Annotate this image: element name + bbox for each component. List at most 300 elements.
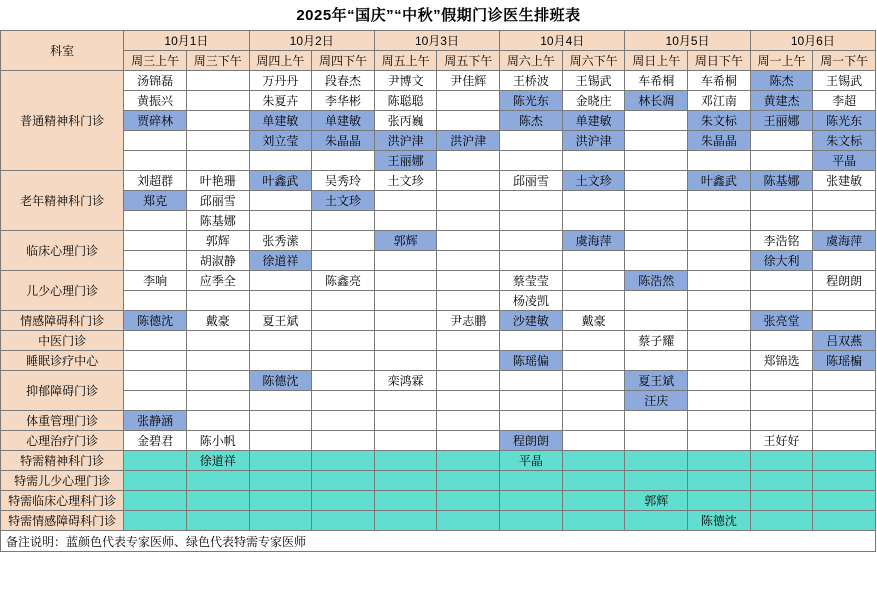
schedule-cell: 应季全 <box>186 271 249 291</box>
schedule-cell <box>625 211 688 231</box>
schedule-cell <box>500 491 563 511</box>
schedule-cell <box>625 111 688 131</box>
schedule-cell <box>249 411 312 431</box>
schedule-cell <box>813 511 876 531</box>
schedule-cell <box>437 291 500 311</box>
schedule-cell <box>249 451 312 471</box>
header-session-row <box>1 51 876 71</box>
schedule-cell <box>500 211 563 231</box>
schedule-cell: 张秀潆 <box>249 231 312 251</box>
schedule-cell <box>437 91 500 111</box>
schedule-cell <box>500 371 563 391</box>
header-session-4: 周五上午 <box>374 51 437 71</box>
dept-name-cell: 特需情感障碍科门诊 <box>1 511 124 531</box>
schedule-cell: 陈光东 <box>813 111 876 131</box>
table-row <box>1 91 876 111</box>
schedule-cell <box>312 211 375 231</box>
header-date-2: 10月3日 <box>374 31 499 51</box>
note-text: 备注说明：蓝颜色代表专家医师、绿色代表特需专家医师 <box>1 531 876 552</box>
schedule-cell <box>249 291 312 311</box>
schedule-cell: 平晶 <box>813 151 876 171</box>
schedule-cell <box>562 471 625 491</box>
schedule-cell: 王锡武 <box>562 71 625 91</box>
schedule-cell <box>625 251 688 271</box>
schedule-cell <box>625 471 688 491</box>
table-row <box>1 491 876 511</box>
schedule-cell: 陈德沈 <box>249 371 312 391</box>
header-session-5: 周五下午 <box>437 51 500 71</box>
schedule-cell: 张静涵 <box>124 411 187 431</box>
schedule-cell: 单建敏 <box>312 111 375 131</box>
schedule-cell <box>688 431 751 451</box>
schedule-cell: 王好好 <box>750 431 813 451</box>
dept-name-cell: 睡眠诊疗中心 <box>1 351 124 371</box>
schedule-cell <box>750 331 813 351</box>
schedule-cell <box>625 311 688 331</box>
schedule-cell <box>813 491 876 511</box>
schedule-cell <box>249 351 312 371</box>
schedule-cell <box>562 351 625 371</box>
table-row <box>1 271 876 291</box>
schedule-cell: 陈杰 <box>750 71 813 91</box>
schedule-cell <box>813 291 876 311</box>
schedule-cell: 陈浩然 <box>625 271 688 291</box>
schedule-cell: 段春杰 <box>312 71 375 91</box>
schedule-cell <box>437 151 500 171</box>
dept-name-cell: 中医门诊 <box>1 331 124 351</box>
header-date-3: 10月4日 <box>500 31 625 51</box>
schedule-cell: 刘超群 <box>124 171 187 191</box>
schedule-cell <box>312 371 375 391</box>
schedule-cell: 陈光东 <box>500 91 563 111</box>
schedule-cell: 陈鑫亮 <box>312 271 375 291</box>
schedule-cell: 朱夏卉 <box>249 91 312 111</box>
schedule-cell <box>625 191 688 211</box>
schedule-cell <box>750 151 813 171</box>
table-row <box>1 171 876 191</box>
schedule-cell <box>312 391 375 411</box>
schedule-cell <box>124 331 187 351</box>
schedule-cell: 吕双燕 <box>813 331 876 351</box>
schedule-cell: 李响 <box>124 271 187 291</box>
schedule-cell <box>562 211 625 231</box>
schedule-cell: 陈德沈 <box>124 311 187 331</box>
schedule-cell <box>374 291 437 311</box>
table-row <box>1 111 876 131</box>
schedule-cell <box>688 331 751 351</box>
table-row <box>1 431 876 451</box>
schedule-cell <box>312 291 375 311</box>
schedule-cell: 李华彬 <box>312 91 375 111</box>
schedule-cell <box>500 191 563 211</box>
schedule-cell: 王丽娜 <box>750 111 813 131</box>
schedule-cell: 土文珍 <box>312 191 375 211</box>
schedule-cell <box>562 251 625 271</box>
schedule-cell: 程朗朗 <box>500 431 563 451</box>
schedule-cell <box>249 191 312 211</box>
schedule-cell <box>249 271 312 291</box>
schedule-cell <box>249 211 312 231</box>
schedule-cell: 戴豪 <box>562 311 625 331</box>
schedule-cell: 邓江南 <box>688 91 751 111</box>
schedule-cell: 虞海萍 <box>813 231 876 251</box>
table-row <box>1 351 876 371</box>
schedule-cell <box>249 511 312 531</box>
schedule-cell <box>750 271 813 291</box>
schedule-cell <box>688 251 751 271</box>
dept-name-cell: 体重管理门诊 <box>1 411 124 431</box>
schedule-cell <box>312 311 375 331</box>
schedule-cell <box>437 451 500 471</box>
schedule-cell <box>312 151 375 171</box>
schedule-cell <box>437 171 500 191</box>
schedule-cell: 沙建敏 <box>500 311 563 331</box>
schedule-cell <box>249 471 312 491</box>
dept-name-cell: 临床心理门诊 <box>1 231 124 271</box>
schedule-cell: 邱丽雪 <box>186 191 249 211</box>
schedule-cell <box>625 131 688 151</box>
schedule-cell <box>249 151 312 171</box>
header-session-0: 周三上午 <box>124 51 187 71</box>
schedule-cell <box>750 291 813 311</box>
schedule-cell <box>562 291 625 311</box>
schedule-cell <box>750 211 813 231</box>
schedule-cell <box>186 511 249 531</box>
header-date-0: 10月1日 <box>124 31 249 51</box>
schedule-cell <box>312 351 375 371</box>
table-row <box>1 391 876 411</box>
schedule-cell <box>124 511 187 531</box>
schedule-cell <box>500 391 563 411</box>
note-row <box>1 531 876 552</box>
schedule-cell <box>625 291 688 311</box>
schedule-cell <box>500 251 563 271</box>
schedule-cell <box>312 411 375 431</box>
schedule-cell: 叶艳珊 <box>186 171 249 191</box>
schedule-cell <box>124 131 187 151</box>
schedule-cell <box>374 351 437 371</box>
schedule-cell <box>124 451 187 471</box>
table-row <box>1 131 876 151</box>
table-row <box>1 371 876 391</box>
schedule-cell <box>186 371 249 391</box>
dept-name-cell: 老年精神科门诊 <box>1 171 124 231</box>
schedule-cell: 黄建杰 <box>750 91 813 111</box>
schedule-cell <box>312 431 375 451</box>
table-row <box>1 191 876 211</box>
schedule-cell <box>312 451 375 471</box>
schedule-cell <box>437 331 500 351</box>
schedule-cell <box>186 151 249 171</box>
schedule-cell <box>312 251 375 271</box>
schedule-cell <box>625 511 688 531</box>
schedule-cell <box>437 211 500 231</box>
schedule-cell <box>500 411 563 431</box>
header-session-9: 周日下午 <box>688 51 751 71</box>
schedule-cell: 朱晶晶 <box>312 131 375 151</box>
schedule-cell: 戴豪 <box>186 311 249 331</box>
schedule-cell <box>124 491 187 511</box>
schedule-cell <box>625 231 688 251</box>
table-row <box>1 451 876 471</box>
schedule-cell <box>688 291 751 311</box>
schedule-cell <box>750 191 813 211</box>
schedule-cell <box>312 331 375 351</box>
schedule-cell <box>625 151 688 171</box>
schedule-cell <box>312 231 375 251</box>
schedule-cell <box>124 151 187 171</box>
table-row <box>1 151 876 171</box>
schedule-cell <box>500 331 563 351</box>
schedule-cell <box>437 471 500 491</box>
schedule-cell <box>813 471 876 491</box>
schedule-cell <box>562 411 625 431</box>
dept-name-cell: 特需儿少心理门诊 <box>1 471 124 491</box>
table-header <box>1 31 876 71</box>
table-footer <box>1 531 876 552</box>
schedule-cell: 蔡子耀 <box>625 331 688 351</box>
schedule-cell <box>186 471 249 491</box>
schedule-cell <box>562 371 625 391</box>
schedule-cell: 林长凋 <box>625 91 688 111</box>
schedule-cell: 张丙巍 <box>374 111 437 131</box>
schedule-cell: 夏王斌 <box>625 371 688 391</box>
schedule-cell <box>437 511 500 531</box>
schedule-cell <box>374 491 437 511</box>
schedule-cell: 汪庆 <box>625 391 688 411</box>
schedule-cell <box>688 471 751 491</box>
schedule-cell: 朱晶晶 <box>688 131 751 151</box>
schedule-cell <box>124 211 187 231</box>
schedule-cell <box>813 371 876 391</box>
schedule-cell <box>688 151 751 171</box>
schedule-cell <box>437 251 500 271</box>
schedule-cell <box>312 511 375 531</box>
table-row <box>1 511 876 531</box>
schedule-cell <box>312 471 375 491</box>
schedule-cell <box>437 271 500 291</box>
schedule-cell <box>249 431 312 451</box>
schedule-cell <box>688 271 751 291</box>
schedule-cell <box>750 491 813 511</box>
schedule-cell: 杨凌凯 <box>500 291 563 311</box>
schedule-cell <box>374 211 437 231</box>
header-session-3: 周四下午 <box>312 51 375 71</box>
schedule-cell <box>750 511 813 531</box>
schedule-cell <box>625 351 688 371</box>
header-session-2: 周四上午 <box>249 51 312 71</box>
schedule-cell <box>124 231 187 251</box>
table-row <box>1 231 876 251</box>
schedule-cell <box>437 351 500 371</box>
schedule-cell: 单建敏 <box>562 111 625 131</box>
header-session-11: 周一下午 <box>813 51 876 71</box>
schedule-cell: 金晓庄 <box>562 91 625 111</box>
schedule-cell <box>562 491 625 511</box>
table-row <box>1 311 876 331</box>
schedule-cell <box>688 391 751 411</box>
schedule-cell <box>186 131 249 151</box>
schedule-cell: 胡淑静 <box>186 251 249 271</box>
schedule-cell <box>249 331 312 351</box>
schedule-cell <box>750 131 813 151</box>
header-session-8: 周日上午 <box>625 51 688 71</box>
schedule-cell <box>374 251 437 271</box>
schedule-cell: 徐道祥 <box>249 251 312 271</box>
schedule-cell <box>186 391 249 411</box>
header-session-7: 周六下午 <box>562 51 625 71</box>
table-row <box>1 471 876 491</box>
schedule-cell <box>124 351 187 371</box>
schedule-cell: 洪沪津 <box>437 131 500 151</box>
schedule-cell <box>374 411 437 431</box>
schedule-cell: 王丽娜 <box>374 151 437 171</box>
schedule-cell: 车希桐 <box>688 71 751 91</box>
schedule-cell <box>374 471 437 491</box>
schedule-cell <box>500 471 563 491</box>
header-dept-label: 科室 <box>1 31 124 71</box>
schedule-cell <box>562 271 625 291</box>
schedule-cell <box>625 171 688 191</box>
schedule-cell <box>437 411 500 431</box>
schedule-cell <box>186 351 249 371</box>
schedule-cell <box>562 391 625 411</box>
schedule-cell: 张亮堂 <box>750 311 813 331</box>
table-row <box>1 71 876 91</box>
schedule-cell: 土文珍 <box>562 171 625 191</box>
schedule-cell: 尹佳辉 <box>437 71 500 91</box>
schedule-cell <box>813 191 876 211</box>
schedule-cell: 程朗朗 <box>813 271 876 291</box>
schedule-cell: 陈德沈 <box>688 511 751 531</box>
schedule-cell: 黄振兴 <box>124 91 187 111</box>
schedule-cell: 陈小帆 <box>186 431 249 451</box>
dept-name-cell: 抑郁障碍门诊 <box>1 371 124 411</box>
schedule-cell <box>186 291 249 311</box>
schedule-cell <box>750 391 813 411</box>
schedule-cell: 万丹丹 <box>249 71 312 91</box>
schedule-cell <box>186 411 249 431</box>
schedule-cell: 王锡武 <box>813 71 876 91</box>
table-body <box>1 71 876 531</box>
header-date-row <box>1 31 876 51</box>
dept-name-cell: 情感障碍科门诊 <box>1 311 124 331</box>
schedule-cell <box>688 311 751 331</box>
dept-name-cell: 儿少心理门诊 <box>1 271 124 311</box>
schedule-cell: 徐大利 <box>750 251 813 271</box>
schedule-cell <box>688 231 751 251</box>
schedule-cell <box>437 371 500 391</box>
table-row <box>1 291 876 311</box>
schedule-cell <box>813 311 876 331</box>
schedule-cell <box>249 491 312 511</box>
header-date-4: 10月5日 <box>625 31 750 51</box>
schedule-cell: 郑克 <box>124 191 187 211</box>
schedule-cell: 单建敏 <box>249 111 312 131</box>
schedule-cell <box>500 131 563 151</box>
schedule-cell: 陈瑶楄 <box>813 351 876 371</box>
header-session-10: 周一上午 <box>750 51 813 71</box>
schedule-table <box>0 30 876 552</box>
schedule-cell <box>813 251 876 271</box>
schedule-cell: 洪沪津 <box>562 131 625 151</box>
schedule-cell: 虞海萍 <box>562 231 625 251</box>
header-session-1: 周三下午 <box>186 51 249 71</box>
schedule-cell: 叶鑫武 <box>688 171 751 191</box>
schedule-cell: 尹志鹏 <box>437 311 500 331</box>
page-title: 2025年“国庆”“中秋”假期门诊医生排班表 <box>296 7 581 24</box>
schedule-cell: 陈瑶偏 <box>500 351 563 371</box>
schedule-cell: 平晶 <box>500 451 563 471</box>
header-date-5: 10月6日 <box>750 31 875 51</box>
schedule-cell <box>688 191 751 211</box>
schedule-cell <box>562 191 625 211</box>
schedule-cell <box>437 391 500 411</box>
schedule-cell <box>124 291 187 311</box>
schedule-cell: 朱文标 <box>688 111 751 131</box>
dept-name-cell: 特需临床心理科门诊 <box>1 491 124 511</box>
header-session-6: 周六上午 <box>500 51 563 71</box>
schedule-cell: 蔡莹莹 <box>500 271 563 291</box>
schedule-cell: 郭辉 <box>186 231 249 251</box>
schedule-cell: 郑锦选 <box>750 351 813 371</box>
schedule-cell <box>688 411 751 431</box>
schedule-cell: 夏王斌 <box>249 311 312 331</box>
schedule-cell <box>688 451 751 471</box>
schedule-cell: 陈杰 <box>500 111 563 131</box>
schedule-cell <box>437 191 500 211</box>
table-row <box>1 331 876 351</box>
header-date-1: 10月2日 <box>249 31 374 51</box>
schedule-cell <box>186 491 249 511</box>
schedule-cell <box>186 111 249 131</box>
dept-name-cell: 普通精神科门诊 <box>1 71 124 171</box>
schedule-cell <box>437 231 500 251</box>
schedule-cell: 郭辉 <box>625 491 688 511</box>
schedule-cell <box>813 211 876 231</box>
schedule-cell <box>562 151 625 171</box>
schedule-cell <box>124 251 187 271</box>
dept-name-cell: 特需精神科门诊 <box>1 451 124 471</box>
schedule-cell <box>124 391 187 411</box>
schedule-cell <box>374 391 437 411</box>
schedule-cell <box>750 471 813 491</box>
schedule-cell <box>562 511 625 531</box>
schedule-cell <box>500 151 563 171</box>
schedule-cell <box>562 431 625 451</box>
schedule-cell: 刘立莹 <box>249 131 312 151</box>
schedule-cell: 陈聪聪 <box>374 91 437 111</box>
schedule-cell <box>186 331 249 351</box>
schedule-cell <box>562 451 625 471</box>
schedule-cell: 汤锦磊 <box>124 71 187 91</box>
schedule-cell: 郭辉 <box>374 231 437 251</box>
schedule-cell <box>312 491 375 511</box>
schedule-cell: 王桥波 <box>500 71 563 91</box>
schedule-cell <box>374 451 437 471</box>
schedule-cell <box>625 431 688 451</box>
schedule-cell <box>750 371 813 391</box>
schedule-cell <box>813 411 876 431</box>
schedule-cell: 叶鑫武 <box>249 171 312 191</box>
table-row <box>1 411 876 431</box>
schedule-cell <box>688 371 751 391</box>
schedule-cell <box>500 511 563 531</box>
schedule-cell <box>124 371 187 391</box>
schedule-cell: 尹博文 <box>374 71 437 91</box>
schedule-cell: 土文珍 <box>374 171 437 191</box>
schedule-cell: 栾鸿霖 <box>374 371 437 391</box>
